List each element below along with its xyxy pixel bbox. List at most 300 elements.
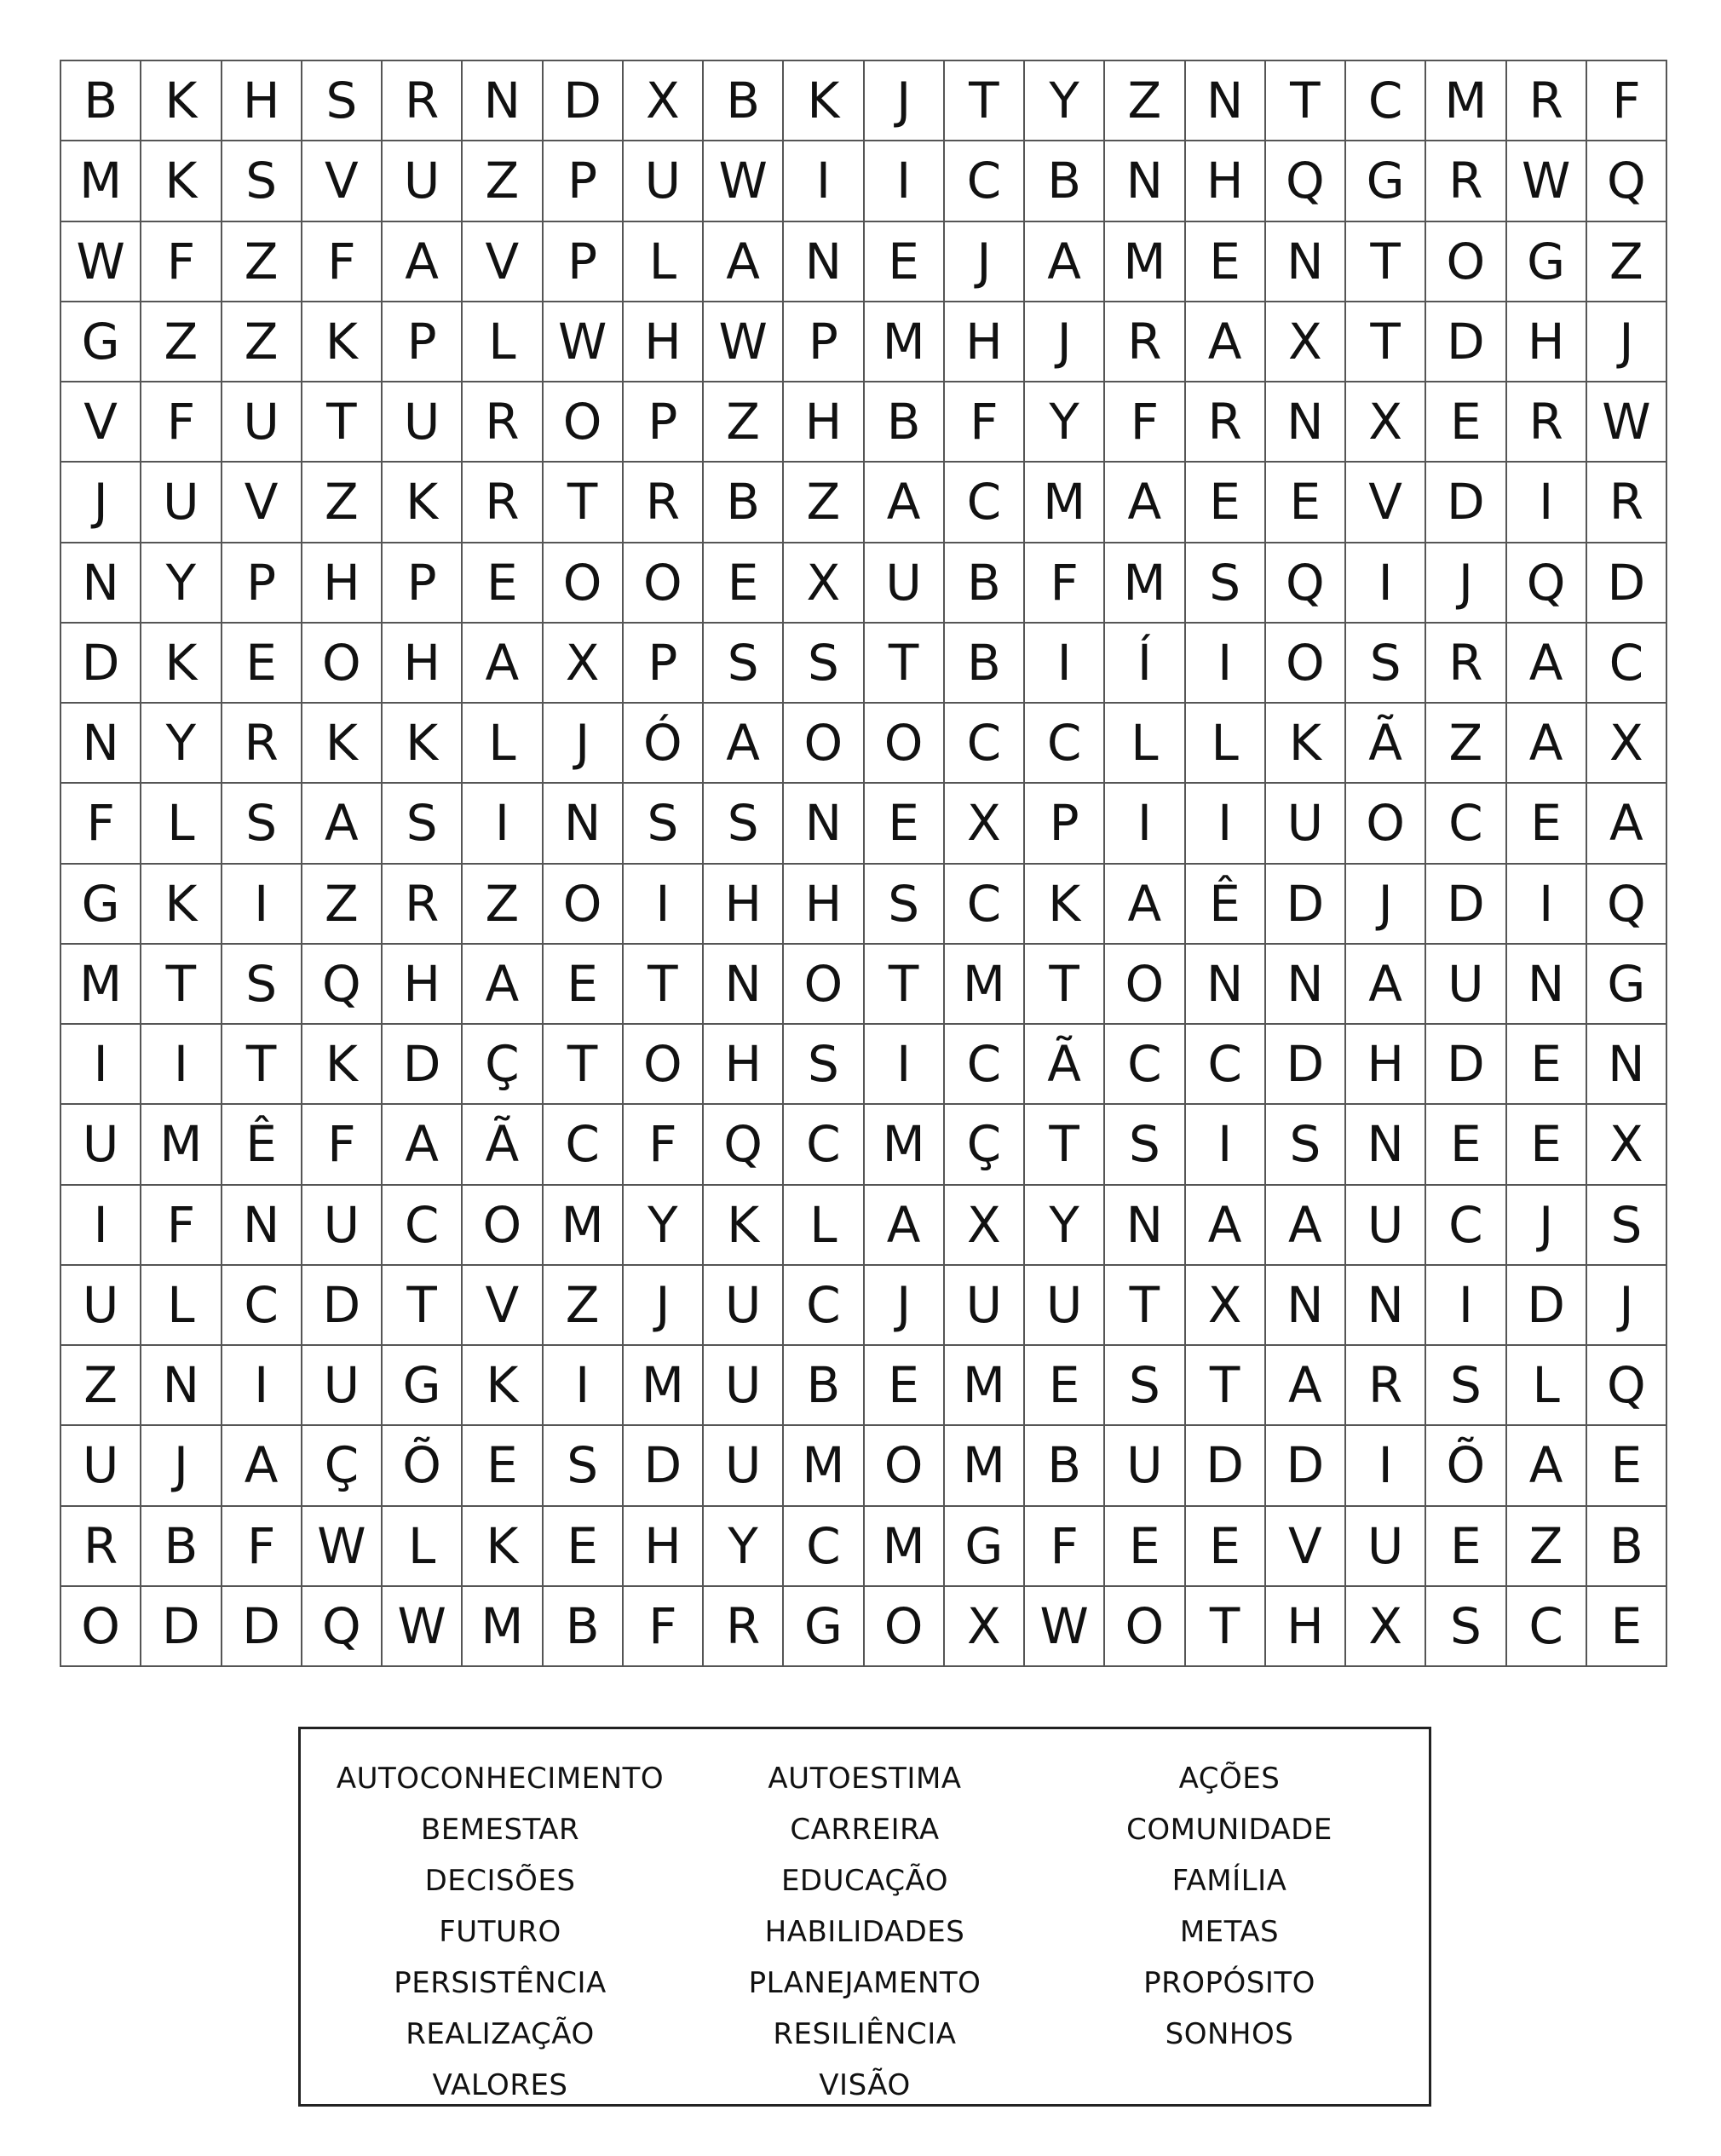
grid-cell[interactable]: E	[544, 1507, 624, 1587]
grid-cell[interactable]: J	[1426, 543, 1506, 624]
grid-cell[interactable]: S	[1346, 624, 1426, 704]
grid-cell[interactable]: I	[1105, 784, 1185, 864]
grid-cell[interactable]: D	[1426, 1025, 1506, 1105]
grid-cell[interactable]: K	[141, 141, 222, 221]
grid-cell[interactable]: H	[1346, 1025, 1426, 1105]
grid-cell[interactable]: I	[1186, 1105, 1266, 1185]
grid-cell[interactable]: Í	[1105, 624, 1185, 704]
grid-cell[interactable]: T	[945, 61, 1025, 141]
grid-cell[interactable]: A	[1266, 1186, 1346, 1266]
grid-cell[interactable]: D	[1266, 865, 1346, 945]
grid-cell[interactable]: G	[784, 1587, 864, 1667]
grid-cell[interactable]: S	[544, 1426, 624, 1506]
grid-cell[interactable]: E	[1266, 463, 1346, 543]
grid-cell[interactable]: P	[383, 302, 463, 382]
grid-cell[interactable]: Z	[784, 463, 864, 543]
grid-cell[interactable]: G	[945, 1507, 1025, 1587]
grid-cell[interactable]: R	[704, 1587, 784, 1667]
grid-cell[interactable]: P	[1025, 784, 1105, 864]
grid-cell[interactable]: I	[463, 784, 543, 864]
grid-cell[interactable]: Z	[704, 382, 784, 463]
grid-cell[interactable]: I	[1025, 624, 1105, 704]
grid-cell[interactable]: L	[463, 704, 543, 784]
grid-cell[interactable]: H	[383, 945, 463, 1025]
grid-cell[interactable]: M	[1105, 543, 1185, 624]
grid-cell[interactable]: D	[1266, 1025, 1346, 1105]
grid-cell[interactable]: I	[1346, 1426, 1426, 1506]
grid-cell[interactable]: C	[1426, 784, 1506, 864]
grid-cell[interactable]: Ç	[302, 1426, 383, 1506]
grid-cell[interactable]: Q	[1587, 865, 1667, 945]
grid-cell[interactable]: C	[1346, 61, 1426, 141]
grid-cell[interactable]: Y	[704, 1507, 784, 1587]
grid-cell[interactable]: N	[1346, 1105, 1426, 1185]
grid-cell[interactable]: K	[302, 302, 383, 382]
grid-cell[interactable]: P	[624, 624, 704, 704]
grid-cell[interactable]: Q	[1266, 141, 1346, 221]
grid-cell[interactable]: Q	[1587, 141, 1667, 221]
grid-cell[interactable]: N	[61, 704, 141, 784]
grid-cell[interactable]: U	[1266, 784, 1346, 864]
grid-cell[interactable]: S	[865, 865, 945, 945]
grid-cell[interactable]: L	[1105, 704, 1185, 784]
grid-cell[interactable]: F	[1105, 382, 1185, 463]
grid-cell[interactable]: N	[141, 1346, 222, 1426]
grid-cell[interactable]: H	[784, 382, 864, 463]
grid-cell[interactable]: M	[1426, 61, 1506, 141]
grid-cell[interactable]: U	[1426, 945, 1506, 1025]
grid-cell[interactable]: K	[704, 1186, 784, 1266]
grid-cell[interactable]: U	[704, 1266, 784, 1346]
grid-cell[interactable]: I	[624, 865, 704, 945]
grid-cell[interactable]: U	[1105, 1426, 1185, 1506]
grid-cell[interactable]: J	[1587, 302, 1667, 382]
grid-cell[interactable]: W	[1587, 382, 1667, 463]
grid-cell[interactable]: C	[945, 463, 1025, 543]
grid-cell[interactable]: U	[945, 1266, 1025, 1346]
grid-cell[interactable]: F	[624, 1587, 704, 1667]
grid-cell[interactable]: B	[784, 1346, 864, 1426]
grid-cell[interactable]: A	[463, 624, 543, 704]
grid-cell[interactable]: Y	[141, 543, 222, 624]
grid-cell[interactable]: S	[784, 1025, 864, 1105]
grid-cell[interactable]: Z	[141, 302, 222, 382]
grid-cell[interactable]: C	[222, 1266, 302, 1346]
grid-cell[interactable]: N	[1346, 1266, 1426, 1346]
grid-cell[interactable]: J	[624, 1266, 704, 1346]
grid-cell[interactable]: R	[61, 1507, 141, 1587]
grid-cell[interactable]: M	[61, 141, 141, 221]
grid-cell[interactable]: N	[784, 784, 864, 864]
grid-cell[interactable]: V	[302, 141, 383, 221]
grid-cell[interactable]: S	[1186, 543, 1266, 624]
grid-cell[interactable]: N	[61, 543, 141, 624]
grid-cell[interactable]: K	[1025, 865, 1105, 945]
grid-cell[interactable]: M	[141, 1105, 222, 1185]
grid-cell[interactable]: Õ	[1426, 1426, 1506, 1506]
grid-cell[interactable]: F	[1587, 61, 1667, 141]
grid-cell[interactable]: I	[1507, 865, 1587, 945]
grid-cell[interactable]: S	[1426, 1587, 1506, 1667]
grid-cell[interactable]: E	[222, 624, 302, 704]
grid-cell[interactable]: M	[865, 302, 945, 382]
grid-cell[interactable]: Q	[1266, 543, 1346, 624]
grid-cell[interactable]: E	[1025, 1346, 1105, 1426]
grid-cell[interactable]: C	[1587, 624, 1667, 704]
grid-cell[interactable]: J	[1507, 1186, 1587, 1266]
grid-cell[interactable]: C	[784, 1507, 864, 1587]
grid-cell[interactable]: I	[141, 1025, 222, 1105]
grid-cell[interactable]: T	[865, 945, 945, 1025]
grid-cell[interactable]: Z	[61, 1346, 141, 1426]
grid-cell[interactable]: G	[61, 865, 141, 945]
grid-cell[interactable]: H	[383, 624, 463, 704]
grid-cell[interactable]: C	[945, 704, 1025, 784]
grid-cell[interactable]: I	[1186, 624, 1266, 704]
grid-cell[interactable]: E	[544, 945, 624, 1025]
grid-cell[interactable]: I	[784, 141, 864, 221]
grid-cell[interactable]: D	[544, 61, 624, 141]
grid-cell[interactable]: U	[1346, 1507, 1426, 1587]
grid-cell[interactable]: V	[1346, 463, 1426, 543]
grid-cell[interactable]: B	[1025, 141, 1105, 221]
grid-cell[interactable]: M	[945, 1346, 1025, 1426]
grid-cell[interactable]: Z	[1507, 1507, 1587, 1587]
grid-cell[interactable]: J	[1587, 1266, 1667, 1346]
grid-cell[interactable]: R	[1507, 61, 1587, 141]
grid-cell[interactable]: K	[784, 61, 864, 141]
grid-cell[interactable]: R	[383, 61, 463, 141]
grid-cell[interactable]: W	[544, 302, 624, 382]
grid-cell[interactable]: U	[302, 1186, 383, 1266]
grid-cell[interactable]: A	[1507, 624, 1587, 704]
grid-cell[interactable]: U	[1025, 1266, 1105, 1346]
grid-cell[interactable]: Y	[141, 704, 222, 784]
grid-cell[interactable]: L	[463, 302, 543, 382]
grid-cell[interactable]: U	[61, 1426, 141, 1506]
grid-cell[interactable]: T	[1346, 222, 1426, 302]
grid-cell[interactable]: D	[141, 1587, 222, 1667]
grid-cell[interactable]: Ç	[463, 1025, 543, 1105]
grid-cell[interactable]: F	[141, 222, 222, 302]
grid-cell[interactable]: Q	[302, 945, 383, 1025]
grid-cell[interactable]: F	[302, 1105, 383, 1185]
grid-cell[interactable]: J	[945, 222, 1025, 302]
grid-cell[interactable]: D	[1507, 1266, 1587, 1346]
grid-cell[interactable]: H	[1507, 302, 1587, 382]
grid-cell[interactable]: W	[61, 222, 141, 302]
grid-cell[interactable]: U	[61, 1105, 141, 1185]
grid-cell[interactable]: E	[865, 1346, 945, 1426]
grid-cell[interactable]: T	[1105, 1266, 1185, 1346]
grid-cell[interactable]: B	[945, 624, 1025, 704]
grid-cell[interactable]: K	[302, 704, 383, 784]
grid-cell[interactable]: N	[1507, 945, 1587, 1025]
grid-cell[interactable]: Ç	[945, 1105, 1025, 1185]
grid-cell[interactable]: R	[1346, 1346, 1426, 1426]
grid-cell[interactable]: Q	[704, 1105, 784, 1185]
grid-cell[interactable]: P	[784, 302, 864, 382]
grid-cell[interactable]: C	[784, 1266, 864, 1346]
grid-cell[interactable]: B	[704, 463, 784, 543]
grid-cell[interactable]: X	[945, 1186, 1025, 1266]
grid-cell[interactable]: K	[463, 1507, 543, 1587]
grid-cell[interactable]: I	[1186, 784, 1266, 864]
grid-cell[interactable]: W	[704, 141, 784, 221]
grid-cell[interactable]: J	[1346, 865, 1426, 945]
grid-cell[interactable]: H	[302, 543, 383, 624]
grid-cell[interactable]: R	[222, 704, 302, 784]
grid-cell[interactable]: O	[544, 382, 624, 463]
grid-cell[interactable]: M	[463, 1587, 543, 1667]
grid-cell[interactable]: S	[222, 784, 302, 864]
grid-cell[interactable]: T	[222, 1025, 302, 1105]
grid-cell[interactable]: O	[865, 704, 945, 784]
grid-cell[interactable]: F	[945, 382, 1025, 463]
grid-cell[interactable]: A	[865, 1186, 945, 1266]
grid-cell[interactable]: E	[1186, 1507, 1266, 1587]
grid-cell[interactable]: H	[945, 302, 1025, 382]
grid-cell[interactable]: Z	[222, 222, 302, 302]
grid-cell[interactable]: C	[945, 141, 1025, 221]
grid-cell[interactable]: M	[945, 945, 1025, 1025]
grid-cell[interactable]: L	[1186, 704, 1266, 784]
grid-cell[interactable]: Z	[463, 865, 543, 945]
grid-cell[interactable]: O	[865, 1426, 945, 1506]
grid-cell[interactable]: Z	[1587, 222, 1667, 302]
grid-cell[interactable]: H	[222, 61, 302, 141]
grid-cell[interactable]: L	[383, 1507, 463, 1587]
grid-cell[interactable]: M	[865, 1105, 945, 1185]
grid-cell[interactable]: W	[1507, 141, 1587, 221]
grid-cell[interactable]: Y	[1025, 1186, 1105, 1266]
grid-cell[interactable]: L	[141, 1266, 222, 1346]
grid-cell[interactable]: S	[1266, 1105, 1346, 1185]
grid-cell[interactable]: E	[1186, 222, 1266, 302]
grid-cell[interactable]: I	[865, 141, 945, 221]
grid-cell[interactable]: Z	[544, 1266, 624, 1346]
grid-cell[interactable]: A	[1587, 784, 1667, 864]
grid-cell[interactable]: U	[61, 1266, 141, 1346]
grid-cell[interactable]: O	[1426, 222, 1506, 302]
grid-cell[interactable]: X	[1186, 1266, 1266, 1346]
grid-cell[interactable]: Y	[1025, 382, 1105, 463]
grid-cell[interactable]: U	[302, 1346, 383, 1426]
grid-cell[interactable]: T	[1186, 1346, 1266, 1426]
grid-cell[interactable]: D	[1426, 463, 1506, 543]
grid-cell[interactable]: E	[1587, 1426, 1667, 1506]
grid-cell[interactable]: M	[624, 1346, 704, 1426]
grid-cell[interactable]: T	[383, 1266, 463, 1346]
grid-cell[interactable]: K	[383, 463, 463, 543]
grid-cell[interactable]: U	[383, 141, 463, 221]
grid-cell[interactable]: S	[624, 784, 704, 864]
grid-cell[interactable]: G	[383, 1346, 463, 1426]
grid-cell[interactable]: M	[1025, 463, 1105, 543]
grid-cell[interactable]: Y	[1025, 61, 1105, 141]
grid-cell[interactable]: M	[945, 1426, 1025, 1506]
grid-cell[interactable]: I	[1346, 543, 1426, 624]
grid-cell[interactable]: O	[463, 1186, 543, 1266]
grid-cell[interactable]: O	[865, 1587, 945, 1667]
grid-cell[interactable]: D	[624, 1426, 704, 1506]
grid-cell[interactable]: R	[463, 382, 543, 463]
grid-cell[interactable]: C	[383, 1186, 463, 1266]
grid-cell[interactable]: M	[784, 1426, 864, 1506]
grid-cell[interactable]: E	[1507, 1105, 1587, 1185]
grid-cell[interactable]: R	[1507, 382, 1587, 463]
grid-cell[interactable]: T	[1025, 1105, 1105, 1185]
grid-cell[interactable]: D	[302, 1266, 383, 1346]
grid-cell[interactable]: K	[1266, 704, 1346, 784]
grid-cell[interactable]: G	[61, 302, 141, 382]
grid-cell[interactable]: S	[704, 784, 784, 864]
grid-cell[interactable]: O	[1105, 1587, 1185, 1667]
grid-cell[interactable]: J	[61, 463, 141, 543]
grid-cell[interactable]: U	[383, 382, 463, 463]
grid-cell[interactable]: Ã	[1025, 1025, 1105, 1105]
grid-cell[interactable]: R	[1105, 302, 1185, 382]
grid-cell[interactable]: E	[1587, 1587, 1667, 1667]
grid-cell[interactable]: N	[1105, 141, 1185, 221]
grid-cell[interactable]: X	[945, 784, 1025, 864]
grid-cell[interactable]: B	[544, 1587, 624, 1667]
grid-cell[interactable]: L	[141, 784, 222, 864]
grid-cell[interactable]: O	[624, 543, 704, 624]
grid-cell[interactable]: H	[624, 302, 704, 382]
grid-cell[interactable]: X	[1346, 1587, 1426, 1667]
grid-cell[interactable]: M	[865, 1507, 945, 1587]
grid-cell[interactable]: X	[784, 543, 864, 624]
grid-cell[interactable]: T	[544, 1025, 624, 1105]
grid-cell[interactable]: N	[1266, 945, 1346, 1025]
grid-cell[interactable]: C	[945, 865, 1025, 945]
grid-cell[interactable]: F	[222, 1507, 302, 1587]
grid-cell[interactable]: U	[141, 463, 222, 543]
grid-cell[interactable]: S	[1105, 1105, 1185, 1185]
grid-cell[interactable]: A	[1186, 1186, 1266, 1266]
grid-cell[interactable]: A	[1266, 1346, 1346, 1426]
grid-cell[interactable]: T	[544, 463, 624, 543]
grid-cell[interactable]: E	[1426, 1507, 1506, 1587]
grid-cell[interactable]: K	[302, 1025, 383, 1105]
grid-cell[interactable]: G	[1587, 945, 1667, 1025]
grid-cell[interactable]: P	[624, 382, 704, 463]
grid-cell[interactable]: M	[61, 945, 141, 1025]
grid-cell[interactable]: N	[1105, 1186, 1185, 1266]
grid-cell[interactable]: H	[1186, 141, 1266, 221]
grid-cell[interactable]: D	[383, 1025, 463, 1105]
grid-cell[interactable]: E	[1426, 382, 1506, 463]
grid-cell[interactable]: O	[1346, 784, 1426, 864]
grid-cell[interactable]: Z	[302, 463, 383, 543]
grid-cell[interactable]: A	[704, 704, 784, 784]
grid-cell[interactable]: C	[1426, 1186, 1506, 1266]
grid-cell[interactable]: W	[383, 1587, 463, 1667]
grid-cell[interactable]: V	[1266, 1507, 1346, 1587]
grid-cell[interactable]: N	[1186, 61, 1266, 141]
grid-cell[interactable]: B	[61, 61, 141, 141]
grid-cell[interactable]: L	[1507, 1346, 1587, 1426]
grid-cell[interactable]: O	[784, 704, 864, 784]
grid-cell[interactable]: E	[463, 543, 543, 624]
grid-cell[interactable]: F	[141, 1186, 222, 1266]
grid-cell[interactable]: C	[1105, 1025, 1185, 1105]
grid-cell[interactable]: X	[544, 624, 624, 704]
grid-cell[interactable]: S	[222, 945, 302, 1025]
grid-cell[interactable]: Z	[1426, 704, 1506, 784]
grid-cell[interactable]: A	[1025, 222, 1105, 302]
grid-cell[interactable]: D	[222, 1587, 302, 1667]
grid-cell[interactable]: N	[1266, 382, 1346, 463]
grid-cell[interactable]: N	[544, 784, 624, 864]
grid-cell[interactable]: K	[141, 865, 222, 945]
grid-cell[interactable]: B	[865, 382, 945, 463]
grid-cell[interactable]: T	[302, 382, 383, 463]
grid-cell[interactable]: V	[463, 1266, 543, 1346]
grid-cell[interactable]: F	[61, 784, 141, 864]
grid-cell[interactable]: H	[784, 865, 864, 945]
grid-cell[interactable]: C	[1186, 1025, 1266, 1105]
grid-cell[interactable]: E	[1507, 1025, 1587, 1105]
grid-cell[interactable]: X	[1266, 302, 1346, 382]
grid-cell[interactable]: D	[1426, 302, 1506, 382]
grid-cell[interactable]: D	[1426, 865, 1506, 945]
grid-cell[interactable]: U	[704, 1426, 784, 1506]
grid-cell[interactable]: N	[704, 945, 784, 1025]
grid-cell[interactable]: A	[865, 463, 945, 543]
grid-cell[interactable]: R	[1186, 382, 1266, 463]
grid-cell[interactable]: S	[1587, 1186, 1667, 1266]
grid-cell[interactable]: P	[544, 141, 624, 221]
grid-cell[interactable]: T	[1025, 945, 1105, 1025]
grid-cell[interactable]: O	[784, 945, 864, 1025]
grid-cell[interactable]: C	[1025, 704, 1105, 784]
grid-cell[interactable]: N	[784, 222, 864, 302]
grid-cell[interactable]: H	[704, 865, 784, 945]
grid-cell[interactable]: J	[1025, 302, 1105, 382]
grid-cell[interactable]: U	[865, 543, 945, 624]
grid-cell[interactable]: T	[1186, 1587, 1266, 1667]
grid-cell[interactable]: V	[463, 222, 543, 302]
grid-cell[interactable]: Z	[1105, 61, 1185, 141]
grid-cell[interactable]: L	[784, 1186, 864, 1266]
grid-cell[interactable]: E	[463, 1426, 543, 1506]
grid-cell[interactable]: R	[383, 865, 463, 945]
grid-cell[interactable]: N	[1587, 1025, 1667, 1105]
grid-cell[interactable]: X	[1587, 704, 1667, 784]
grid-cell[interactable]: E	[865, 222, 945, 302]
grid-cell[interactable]: M	[544, 1186, 624, 1266]
grid-cell[interactable]: O	[624, 1025, 704, 1105]
grid-cell[interactable]: I	[61, 1025, 141, 1105]
grid-cell[interactable]: S	[302, 61, 383, 141]
grid-cell[interactable]: E	[865, 784, 945, 864]
grid-cell[interactable]: T	[1266, 61, 1346, 141]
grid-cell[interactable]: H	[704, 1025, 784, 1105]
grid-cell[interactable]: S	[784, 624, 864, 704]
grid-cell[interactable]: V	[222, 463, 302, 543]
grid-cell[interactable]: J	[865, 61, 945, 141]
grid-cell[interactable]: A	[302, 784, 383, 864]
grid-cell[interactable]: Ã	[1346, 704, 1426, 784]
grid-cell[interactable]: D	[1587, 543, 1667, 624]
grid-cell[interactable]: V	[61, 382, 141, 463]
grid-cell[interactable]: U	[704, 1346, 784, 1426]
grid-cell[interactable]: R	[1426, 624, 1506, 704]
grid-cell[interactable]: A	[383, 1105, 463, 1185]
grid-cell[interactable]: O	[61, 1587, 141, 1667]
